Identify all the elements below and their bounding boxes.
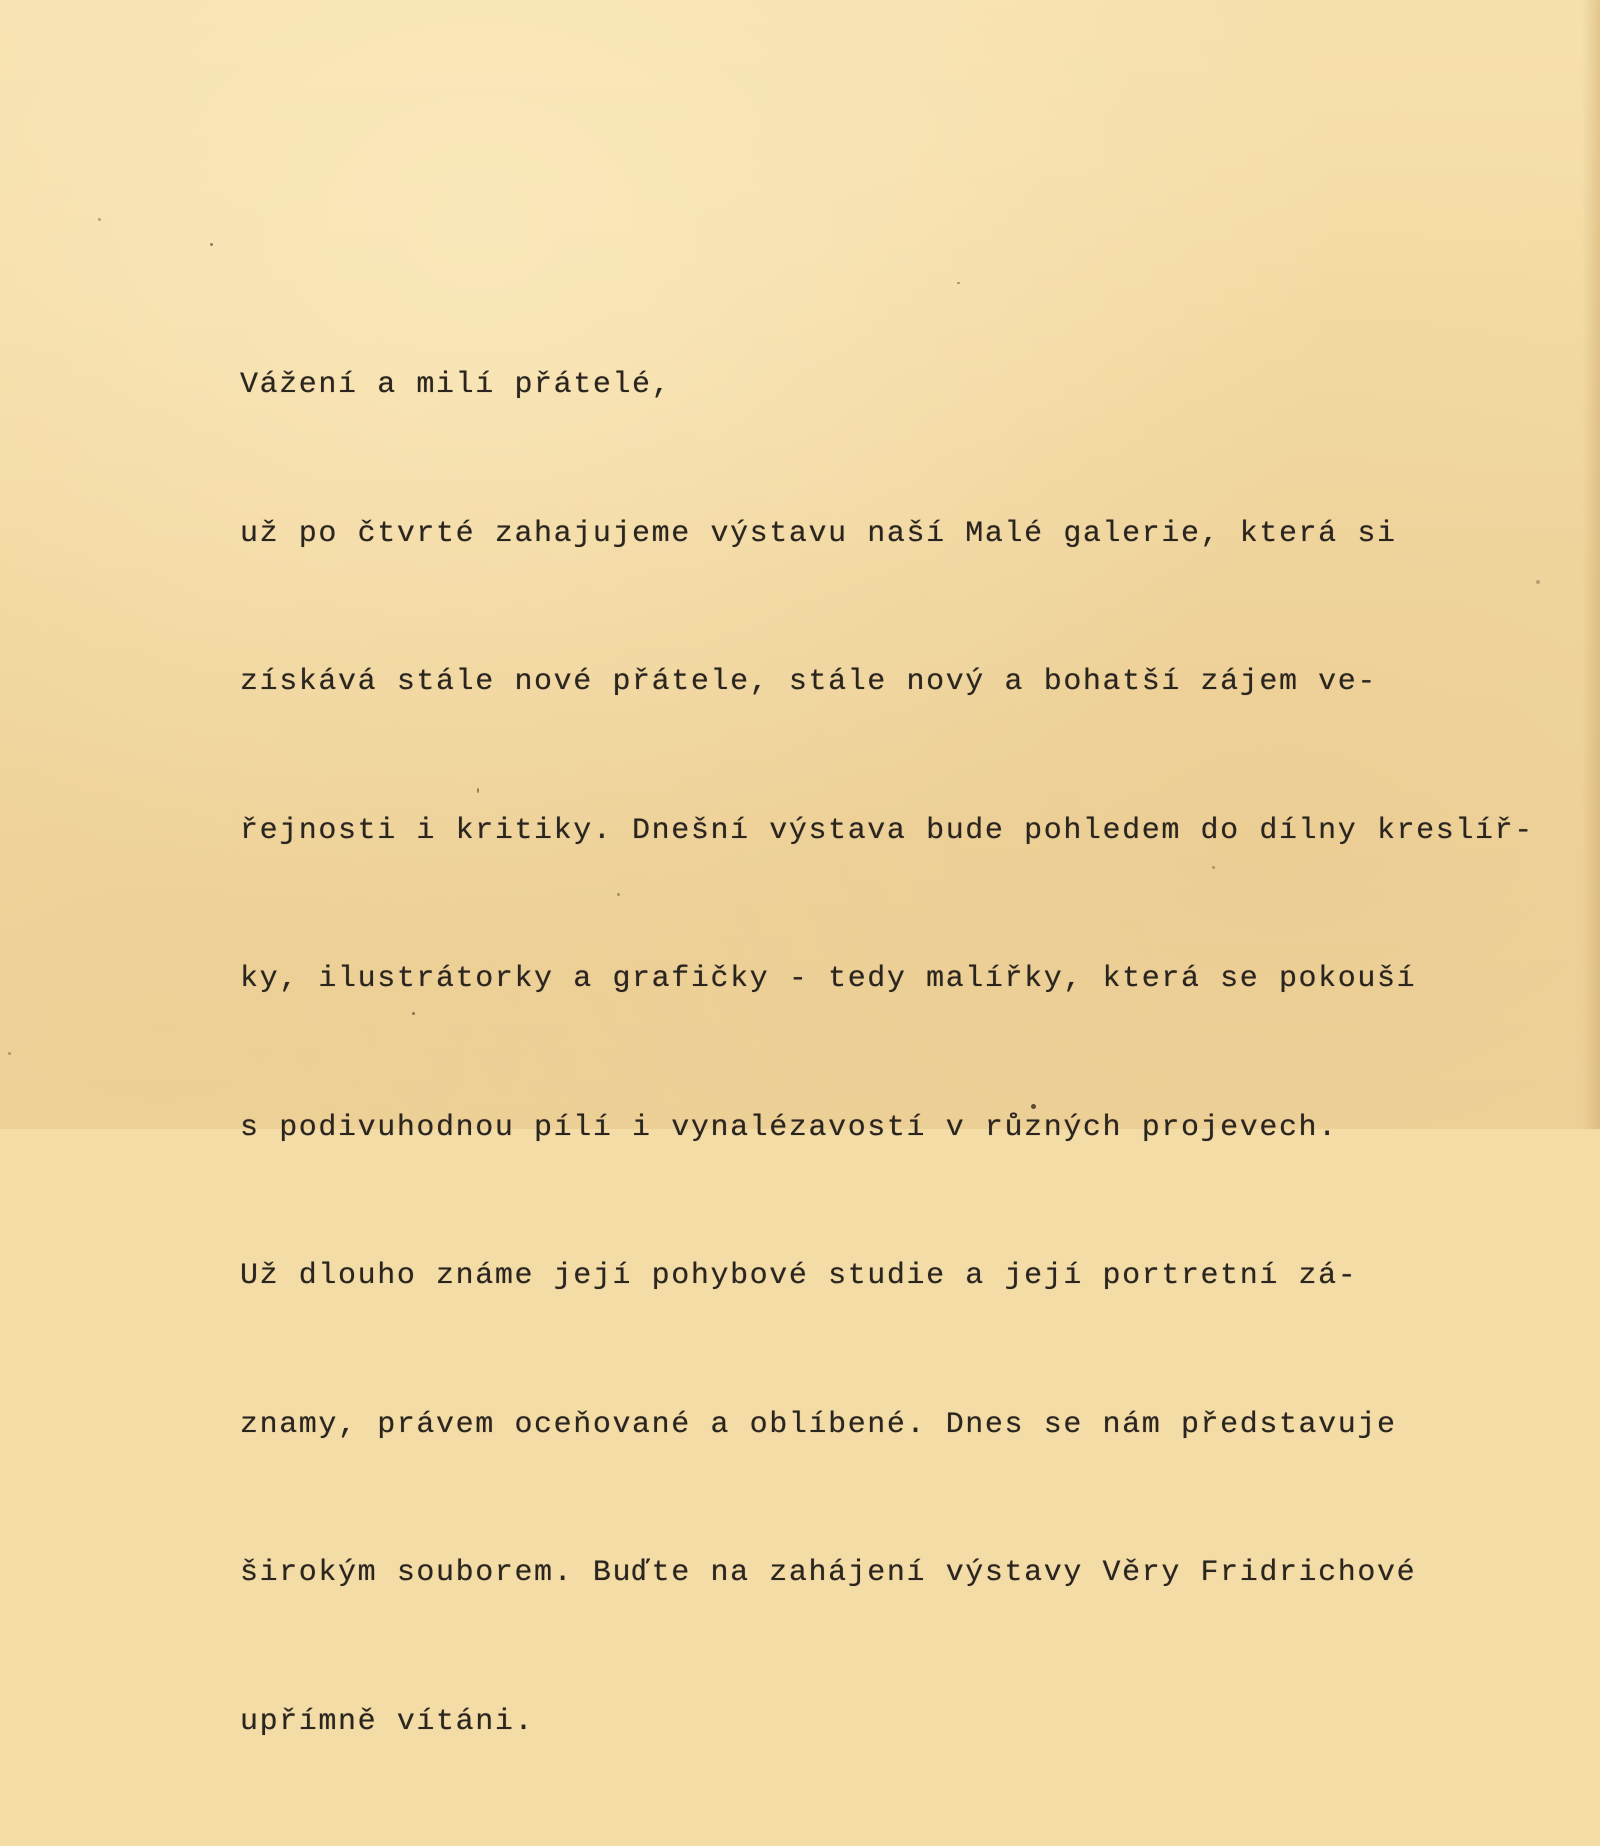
- letter-line: řejnosti i kritiky. Dnešní výstava bude pohledem do dílny kreslíř-: [240, 813, 1534, 848]
- letter-line: ky, ilustrátorky a grafičky - tedy malířky, která se pokouší: [240, 962, 1417, 996]
- paper-edge-shadow: [1582, 0, 1600, 1129]
- letter-line: širokým souborem. Buďte na zahájení výstavy Věry Fridrichové: [240, 1556, 1417, 1590]
- letter-line: Vážení a milí přátelé,: [240, 368, 672, 402]
- letter-line: s podivuhodnou pílí i vynalézavostí v různých projevech.: [240, 1110, 1338, 1145]
- letter-line: získává stále nové přátele, stále nový a bohatší zájem ve-: [240, 665, 1377, 699]
- letter-line: znamy, právem oceňované a oblíbené. Dnes se nám představuje: [240, 1407, 1397, 1442]
- letter-line: už po čtvrté zahajujeme výstavu naší Malé galerie, která si: [240, 516, 1397, 551]
- letter-line: Už dlouho známe její pohybové studie a její portretní zá-: [240, 1259, 1358, 1293]
- paper-speck: [98, 218, 101, 221]
- paper-speck: [210, 243, 213, 246]
- typewritten-letter: [240, 262, 1560, 1846]
- letter-line: upřímně vítáni.: [240, 1704, 535, 1739]
- paper-speck: [8, 1052, 11, 1055]
